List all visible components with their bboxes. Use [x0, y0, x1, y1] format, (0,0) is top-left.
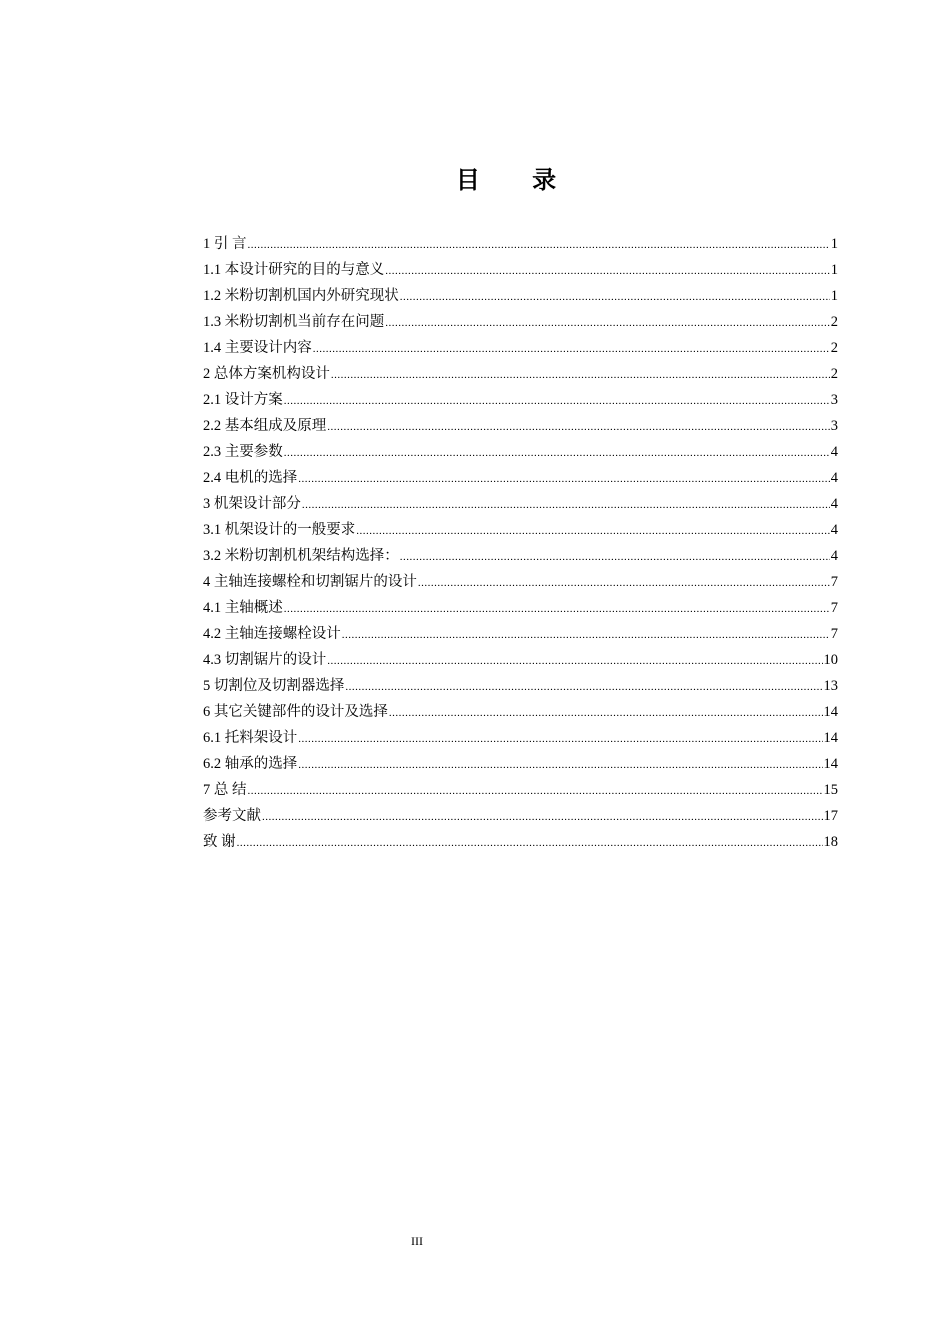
toc-entry[interactable] [203, 439, 838, 465]
toc-leader-dots [418, 570, 830, 596]
toc-entry-page: 13 [823, 678, 838, 694]
toc-entry-page: 1 [830, 288, 838, 304]
toc-entry-page: 4 [830, 470, 838, 486]
toc-entry-label: 2 总体方案机构设计 [203, 366, 330, 382]
toc-entry[interactable] [203, 257, 838, 283]
toc-leader-dots [237, 830, 823, 856]
toc-leader-dots [298, 466, 830, 492]
toc-leader-dots [313, 336, 830, 362]
toc-entry-page: 7 [830, 600, 838, 616]
toc-entry-label: 1.3 米粉切割机当前存在问题 [203, 314, 385, 330]
toc-leader-dots [298, 752, 822, 778]
toc-entry-page: 14 [823, 704, 838, 720]
toc-entry-page: 7 [830, 626, 838, 642]
toc-entry-label: 4.2 主轴连接螺栓设计 [203, 626, 341, 642]
toc-list [203, 231, 838, 855]
toc-leader-dots [248, 232, 830, 258]
toc-entry-page: 1 [830, 262, 838, 278]
toc-entry[interactable] [203, 465, 838, 491]
toc-entry[interactable] [203, 309, 838, 335]
toc-leader-dots [302, 492, 830, 518]
toc-entry-label: 6 其它关键部件的设计及选择 [203, 704, 388, 720]
toc-entry-page: 2 [830, 366, 838, 382]
toc-entry-label: 2.4 电机的选择 [203, 470, 298, 486]
toc-leader-dots [342, 622, 830, 648]
toc-entry[interactable] [203, 231, 838, 257]
toc-leader-dots [385, 310, 830, 336]
toc-entry-label: 致 谢 [203, 834, 236, 850]
toc-entry-page: 15 [823, 782, 838, 798]
toc-entry[interactable] [203, 543, 838, 569]
toc-entry-label: 4.1 主轴概述 [203, 600, 283, 616]
toc-leader-dots [262, 804, 823, 830]
toc-entry-label: 参考文献 [203, 808, 261, 824]
toc-entry[interactable] [203, 361, 838, 387]
toc-entry-label: 2.1 设计方案 [203, 392, 283, 408]
toc-entry[interactable] [203, 751, 838, 777]
toc-leader-dots [327, 414, 830, 440]
toc-entry-label: 2.3 主要参数 [203, 444, 283, 460]
toc-entry[interactable] [203, 829, 838, 855]
toc-entry-page: 3 [830, 392, 838, 408]
toc-leader-dots [400, 544, 830, 570]
page-number: III [411, 1234, 423, 1248]
toc-entry-page: 1 [830, 236, 838, 252]
toc-leader-dots [248, 778, 823, 804]
toc-entry-page: 2 [830, 314, 838, 330]
toc-entry-page: 2 [830, 340, 838, 356]
toc-entry-label: 2.2 基本组成及原理 [203, 418, 327, 434]
toc-entry-page: 10 [823, 652, 838, 668]
toc-leader-dots [298, 726, 822, 752]
toc-entry-label: 1.2 米粉切割机国内外研究现状 [203, 288, 399, 304]
toc-entry-page: 14 [823, 756, 838, 772]
toc-entry-label: 1 引 言 [203, 236, 247, 252]
toc-entry-label: 1.4 主要设计内容 [203, 340, 312, 356]
toc-entry-label: 1.1 本设计研究的目的与意义 [203, 262, 385, 278]
toc-leader-dots [331, 362, 830, 388]
toc-entry-page: 4 [830, 444, 838, 460]
toc-entry[interactable] [203, 699, 838, 725]
toc-entry-page: 7 [830, 574, 838, 590]
toc-entry-page: 4 [830, 522, 838, 538]
toc-title: 目 录 [455, 166, 579, 194]
toc-leader-dots [284, 440, 830, 466]
toc-entry[interactable] [203, 569, 838, 595]
toc-entry[interactable] [203, 621, 838, 647]
toc-entry-label: 4.3 切割锯片的设计 [203, 652, 327, 668]
toc-entry[interactable] [203, 387, 838, 413]
toc-entry[interactable] [203, 647, 838, 673]
toc-entry-label: 7 总 结 [203, 782, 247, 798]
toc-entry[interactable] [203, 335, 838, 361]
toc-entry-label: 6.1 托料架设计 [203, 730, 298, 746]
toc-leader-dots [284, 596, 830, 622]
toc-entry-label: 3 机架设计部分 [203, 496, 301, 512]
toc-leader-dots [389, 700, 823, 726]
toc-entry[interactable] [203, 673, 838, 699]
toc-entry-label: 5 切割位及切割器选择 [203, 678, 345, 694]
toc-leader-dots [400, 284, 830, 310]
toc-entry[interactable] [203, 803, 838, 829]
toc-entry-page: 4 [830, 548, 838, 564]
toc-entry[interactable] [203, 517, 838, 543]
toc-entry-label: 3.1 机架设计的一般要求 [203, 522, 356, 538]
toc-entry[interactable] [203, 777, 838, 803]
toc-leader-dots [385, 258, 830, 284]
toc-entry-label: 3.2 米粉切割机机架结构选择： [203, 548, 399, 564]
toc-entry[interactable] [203, 413, 838, 439]
toc-entry[interactable] [203, 491, 838, 517]
toc-entry-page: 18 [823, 834, 838, 850]
toc-entry-page: 14 [823, 730, 838, 746]
toc-entry-page: 4 [830, 496, 838, 512]
toc-entry-page: 3 [830, 418, 838, 434]
toc-leader-dots [327, 648, 822, 674]
toc-entry-label: 4 主轴连接螺栓和切割锯片的设计 [203, 574, 417, 590]
toc-entry-page: 17 [823, 808, 838, 824]
toc-leader-dots [284, 388, 830, 414]
toc-leader-dots [356, 518, 830, 544]
toc-entry[interactable] [203, 725, 838, 751]
toc-entry[interactable] [203, 595, 838, 621]
toc-entry[interactable] [203, 283, 838, 309]
toc-entry-label: 6.2 轴承的选择 [203, 756, 298, 772]
toc-leader-dots [345, 674, 822, 700]
